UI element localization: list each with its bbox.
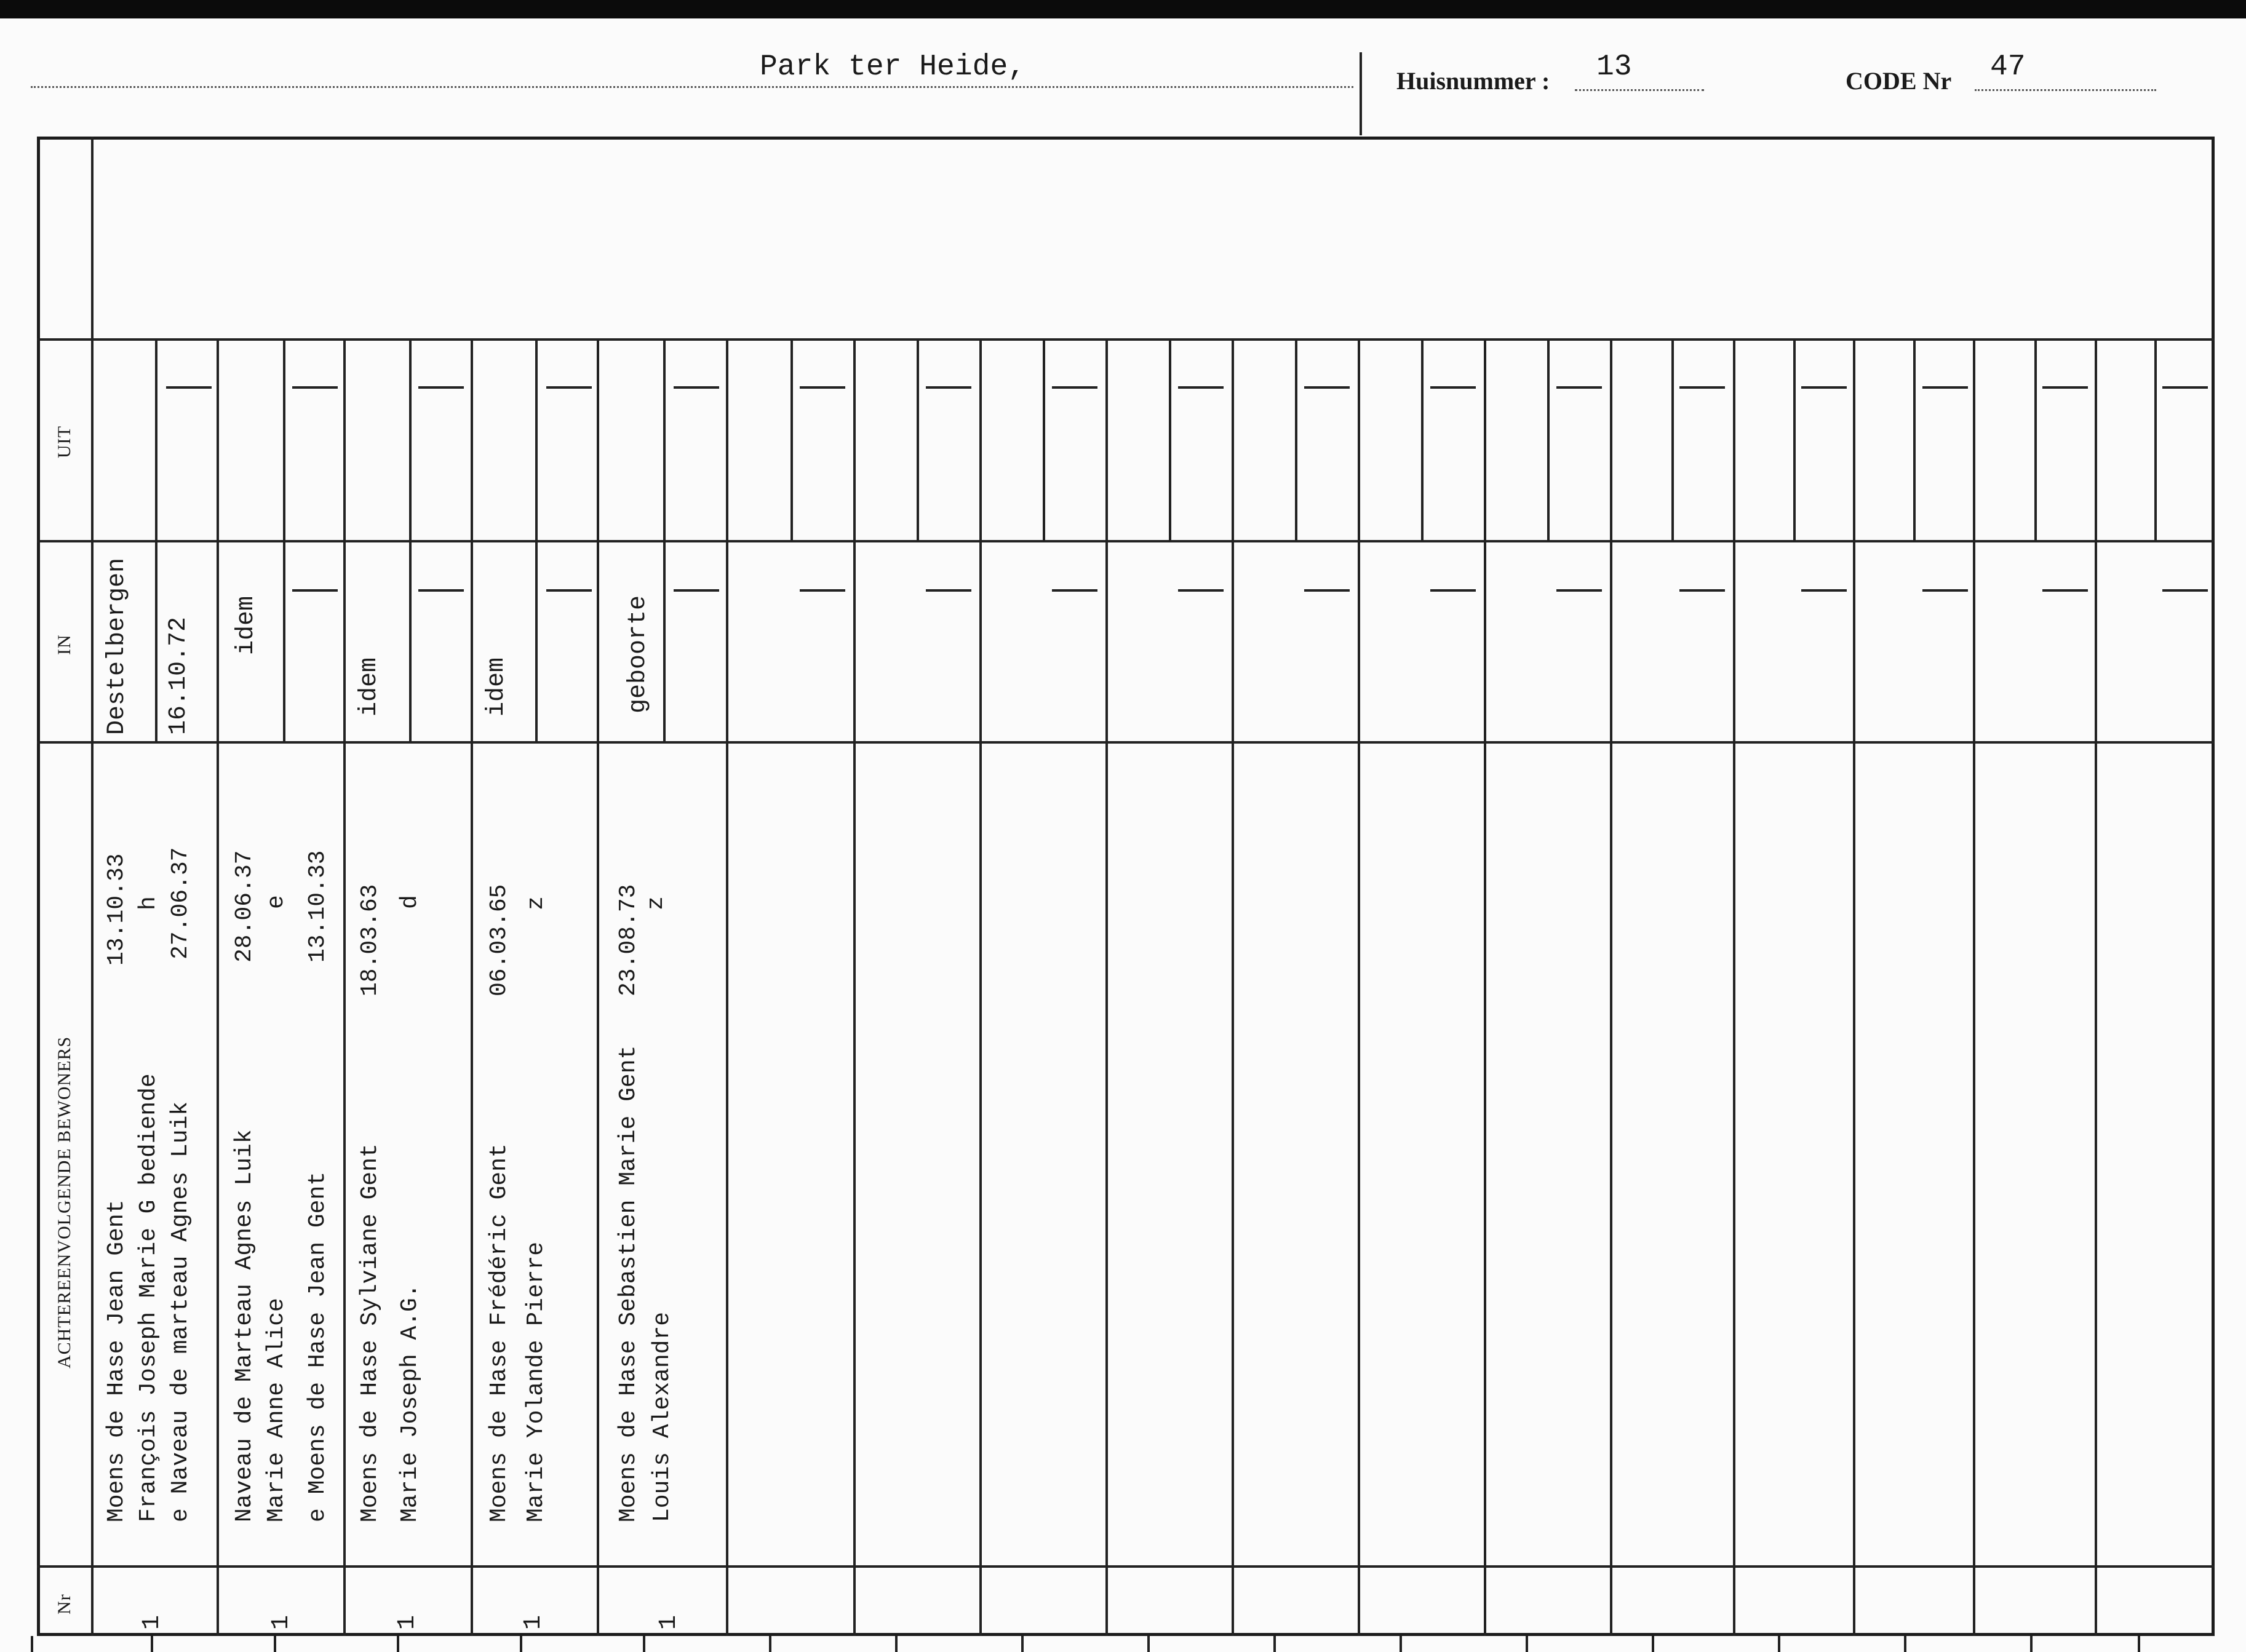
dash-mark	[2162, 589, 2208, 592]
column-divider	[1733, 338, 1735, 1636]
dash-mark	[1922, 589, 1968, 592]
in-place: idem	[233, 595, 260, 655]
dash-mark	[800, 589, 845, 592]
birth-date: 28.06.37	[231, 850, 258, 963]
row-nr: 1	[268, 1614, 295, 1630]
birth-date: 23.08.73	[615, 884, 642, 996]
column-divider	[597, 338, 599, 1636]
column-divider	[1484, 338, 1486, 1636]
dash-mark	[1556, 386, 1602, 389]
row-nr: 1	[138, 1614, 166, 1630]
tick-mark	[151, 1636, 153, 1652]
sub-column-divider	[790, 338, 793, 540]
tick-mark	[274, 1636, 276, 1652]
sub-column-divider	[535, 338, 538, 741]
tick-mark	[1652, 1636, 1654, 1652]
column-divider	[979, 338, 982, 1636]
date-note: e	[263, 895, 290, 909]
resident-line: Marie Joseph A.G.	[397, 1284, 423, 1522]
sub-column-divider	[2154, 338, 2157, 540]
dash-mark	[1430, 589, 1476, 592]
column-divider	[1232, 338, 1234, 1636]
house-number-label: Huisnummer :	[1396, 67, 1550, 95]
dash-mark	[1801, 589, 1847, 592]
dash-mark	[1679, 386, 1725, 389]
resident-line: François Joseph Marie G bediende	[135, 1073, 162, 1522]
column-divider	[726, 338, 728, 1636]
dash-mark	[418, 386, 464, 389]
tick-mark	[397, 1636, 399, 1652]
date-note: z	[643, 896, 669, 910]
in-date: 16.10.72	[165, 616, 193, 735]
in-place: geboorte	[624, 595, 652, 713]
in-place: idem	[483, 657, 511, 717]
resident-line: Moens de Hase Jean Gent	[103, 1199, 130, 1522]
dash-mark	[1052, 386, 1097, 389]
dash-mark	[2042, 386, 2088, 389]
residents-nr-divider	[37, 1565, 2215, 1568]
dash-mark	[1556, 589, 1602, 592]
section-label-nr: Nr	[54, 1594, 74, 1614]
birth-date: 27.06.37	[167, 847, 194, 959]
dash-mark	[418, 589, 464, 592]
dash-mark	[1178, 589, 1224, 592]
scan-top-edge	[0, 0, 2246, 18]
dash-mark	[2162, 386, 2208, 389]
column-divider	[1853, 338, 1855, 1636]
dash-mark	[800, 386, 845, 389]
birth-date: 13.10.33	[305, 850, 331, 963]
tick-mark	[2030, 1636, 2033, 1652]
resident-line: Louis Alexandre	[649, 1311, 675, 1522]
tick-mark	[1526, 1636, 1528, 1652]
section-label-residents: ACHTEREENVOLGENDE BEWONERS	[54, 1036, 74, 1368]
dash-mark	[1679, 589, 1725, 592]
sub-column-divider	[1793, 338, 1796, 540]
sub-column-divider	[283, 338, 285, 741]
tick-mark	[31, 1636, 33, 1652]
tick-mark	[1400, 1636, 1402, 1652]
row-nr: 1	[520, 1614, 548, 1630]
dash-mark	[1304, 589, 1350, 592]
uit-in-divider	[37, 540, 2215, 542]
sub-column-divider	[1169, 338, 1171, 540]
sub-column-divider	[1547, 338, 1550, 540]
column-divider	[1105, 338, 1108, 1636]
street-name: Park ter Heide,	[760, 50, 1026, 84]
column-divider	[1973, 338, 1975, 1636]
birth-date: 18.03.63	[357, 884, 383, 996]
dash-mark	[2042, 589, 2088, 592]
sub-column-divider	[663, 338, 666, 741]
section-label-in: IN	[54, 634, 74, 655]
tick-mark	[1273, 1636, 1276, 1652]
dash-mark	[674, 589, 719, 592]
tick-mark	[1021, 1636, 1024, 1652]
dash-mark	[546, 589, 592, 592]
dash-mark	[926, 386, 971, 389]
sub-column-divider	[155, 338, 157, 741]
dash-mark	[546, 386, 592, 389]
sub-column-divider	[1671, 338, 1674, 540]
sub-column-divider	[1043, 338, 1045, 540]
code-number: 47	[1990, 50, 2026, 84]
tick-mark	[2138, 1636, 2140, 1652]
dash-mark	[1178, 386, 1224, 389]
row-nr: 1	[394, 1614, 421, 1630]
sub-column-divider	[2034, 338, 2037, 540]
tick-mark	[1904, 1636, 1906, 1652]
resident-line: Moens de Hase Sylviane Gent	[357, 1143, 383, 1522]
column-divider	[1610, 338, 1612, 1636]
resident-line: Marie Anne Alice	[263, 1298, 290, 1522]
resident-line: Moens de Hase Sebastien Marie Gent	[615, 1045, 642, 1522]
dash-mark	[292, 589, 338, 592]
dash-mark	[1801, 386, 1847, 389]
dash-mark	[674, 386, 719, 389]
birth-date: 06.03.65	[486, 884, 512, 996]
sub-column-divider	[1913, 338, 1916, 540]
date-note: h	[135, 896, 162, 910]
section-label-uit: UIT	[54, 426, 74, 458]
date-note: d	[397, 895, 423, 909]
resident-line: e Naveau de marteau Agnes Luik	[167, 1101, 194, 1522]
tick-mark	[520, 1636, 522, 1652]
uit-top-line	[37, 338, 2215, 341]
sub-column-divider	[917, 338, 919, 540]
tick-mark	[1147, 1636, 1150, 1652]
code-label: CODE Nr	[1846, 67, 1952, 95]
resident-line: Naveau de Marteau Agnes Luik	[231, 1129, 258, 1522]
house-number: 13	[1596, 50, 1632, 84]
tick-mark	[895, 1636, 898, 1652]
row-nr: 1	[655, 1614, 683, 1630]
sub-column-divider	[409, 338, 412, 741]
dash-mark	[292, 386, 338, 389]
label-column-divider	[91, 137, 94, 1636]
in-residents-divider	[37, 741, 2215, 744]
house-number-dotted-line	[1575, 89, 1704, 91]
in-place: Destelbergen	[103, 557, 131, 735]
tick-mark	[643, 1636, 645, 1652]
sub-column-divider	[1421, 338, 1424, 540]
column-divider	[853, 338, 856, 1636]
dash-mark	[926, 589, 971, 592]
column-divider	[217, 338, 219, 1636]
sub-column-divider	[1295, 338, 1297, 540]
tick-mark	[769, 1636, 771, 1652]
resident-line: e Moens de Hase Jean Gent	[305, 1171, 331, 1522]
column-divider	[1358, 338, 1360, 1636]
column-divider	[2095, 338, 2097, 1636]
dash-mark	[1922, 386, 1968, 389]
resident-line: Moens de Hase Frédéric Gent	[486, 1143, 512, 1522]
header-divider	[1360, 52, 1362, 135]
date-note: z	[523, 896, 549, 910]
dash-mark	[1304, 386, 1350, 389]
birth-date: 13.10.33	[103, 853, 130, 966]
column-divider	[471, 338, 473, 1636]
column-divider	[343, 338, 346, 1636]
code-dotted-line	[1975, 89, 2156, 91]
tick-mark	[1778, 1636, 1780, 1652]
resident-line: Marie Yolande Pierre	[523, 1241, 549, 1522]
street-dotted-line	[31, 86, 1353, 88]
dash-mark	[166, 386, 212, 389]
in-place: idem	[356, 657, 383, 717]
dash-mark	[1052, 589, 1097, 592]
dash-mark	[1430, 386, 1476, 389]
